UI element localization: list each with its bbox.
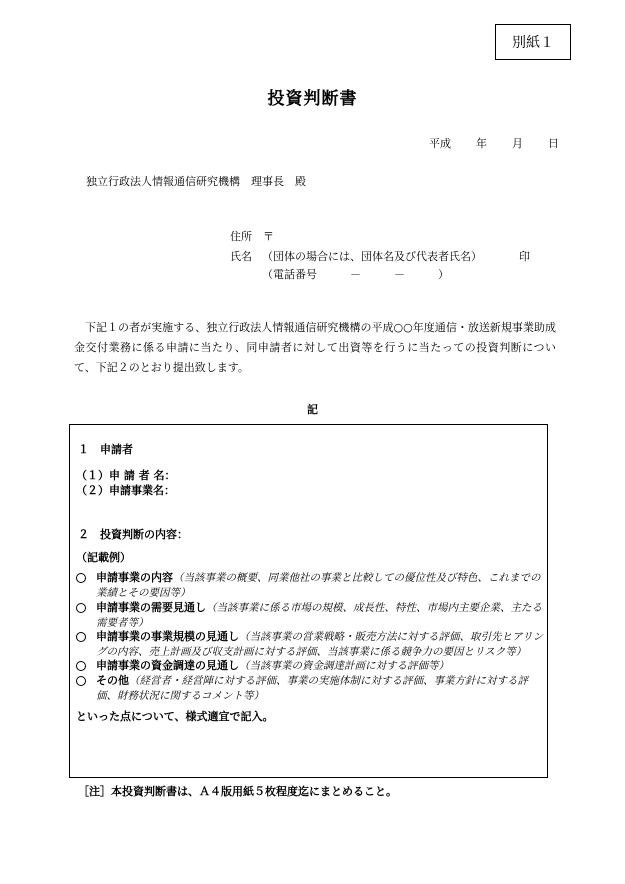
date-line — [429, 135, 559, 151]
list-item — [76, 674, 544, 703]
list-item — [76, 601, 544, 630]
circle-bullet-icon — [76, 676, 86, 686]
section2-heading: ２ 投資判断の内容： — [78, 528, 188, 541]
project-name-field: （２）申請事業名： — [76, 484, 175, 497]
item-label: 申請事業の事業規模の見通し — [96, 630, 239, 643]
footnote: ［注］本投資判断書は、Ａ４版用紙５枚程度迄にまとめること。 — [78, 785, 397, 798]
list-item — [76, 630, 544, 659]
name-note: （団体の場合には、団体名及び代表者氏名） — [262, 250, 482, 263]
section1-heading: １ 申請者 — [78, 443, 133, 456]
content-box — [69, 424, 548, 778]
addressee: 独立行政法人情報通信研究機構 理事長 殿 — [86, 175, 306, 188]
list-item — [76, 659, 544, 674]
address-label: 住所 〒 — [230, 230, 274, 243]
document-title: 投資判断書 — [267, 89, 358, 109]
item-desc: （当該事業の概要、同業他社の事業と比較しての優位性及び特色、これまでの業績とその要因等） — [96, 572, 541, 599]
circle-bullet-icon — [76, 603, 86, 613]
example-label: （記載例） — [76, 551, 131, 564]
circle-bullet-icon — [76, 661, 86, 671]
circle-bullet-icon — [76, 632, 86, 642]
closing-text: といった点について、様式適宜で記入。 — [76, 710, 274, 723]
item-desc: （当該事業に係る市場の規模、成長性、特性、市場内主要企業、主たる需要者等） — [96, 602, 542, 629]
item-label: 申請事業の需要見通し — [96, 601, 206, 614]
circle-bullet-icon — [76, 573, 86, 583]
item-desc: （経営者・経営陣に対する評価、事業の実施体制に対する評価、事業方針に対する評価、財務状況に関するコメント等） — [96, 675, 528, 702]
item-label: 申請事業の資金調達の見通し — [96, 659, 239, 672]
applicant-name-field: （１）申 請 者 名： — [76, 469, 176, 482]
item-desc: （当該事業の資金調達計画に対する評価等） — [239, 660, 449, 672]
date-year: 年 — [476, 137, 487, 150]
seal-mark: 印 — [519, 250, 530, 263]
date-era: 平成 — [429, 137, 451, 150]
ki-heading: 記 — [307, 403, 318, 416]
list-item — [76, 571, 544, 600]
item-desc: （当該事業の営業戦略・販売方法に対する評価、取引先ヒアリングの内容、売上計画及び収支計画に対する評価、当該事業に係る競争力の要因とリスク等） — [96, 631, 544, 658]
attachment-label: 別紙１ — [495, 24, 571, 60]
item-label: その他 — [96, 674, 129, 687]
item-label: 申請事業の内容 — [96, 571, 173, 584]
name-label: 氏名 — [230, 250, 252, 263]
intro-paragraph: 下記１の者が実施する、独立行政法人情報通信研究機構の平成○○年度通信・放送新規事業助成金交付業務に係る申請に当たり、同申請者に対して出資等を行うに当たっての投資判断について、下記２のとおり提出致します。 — [74, 321, 556, 374]
date-month: 月 — [512, 137, 523, 150]
date-day: 日 — [548, 137, 559, 150]
phone-line: （電話番号 － － ） — [262, 268, 449, 281]
